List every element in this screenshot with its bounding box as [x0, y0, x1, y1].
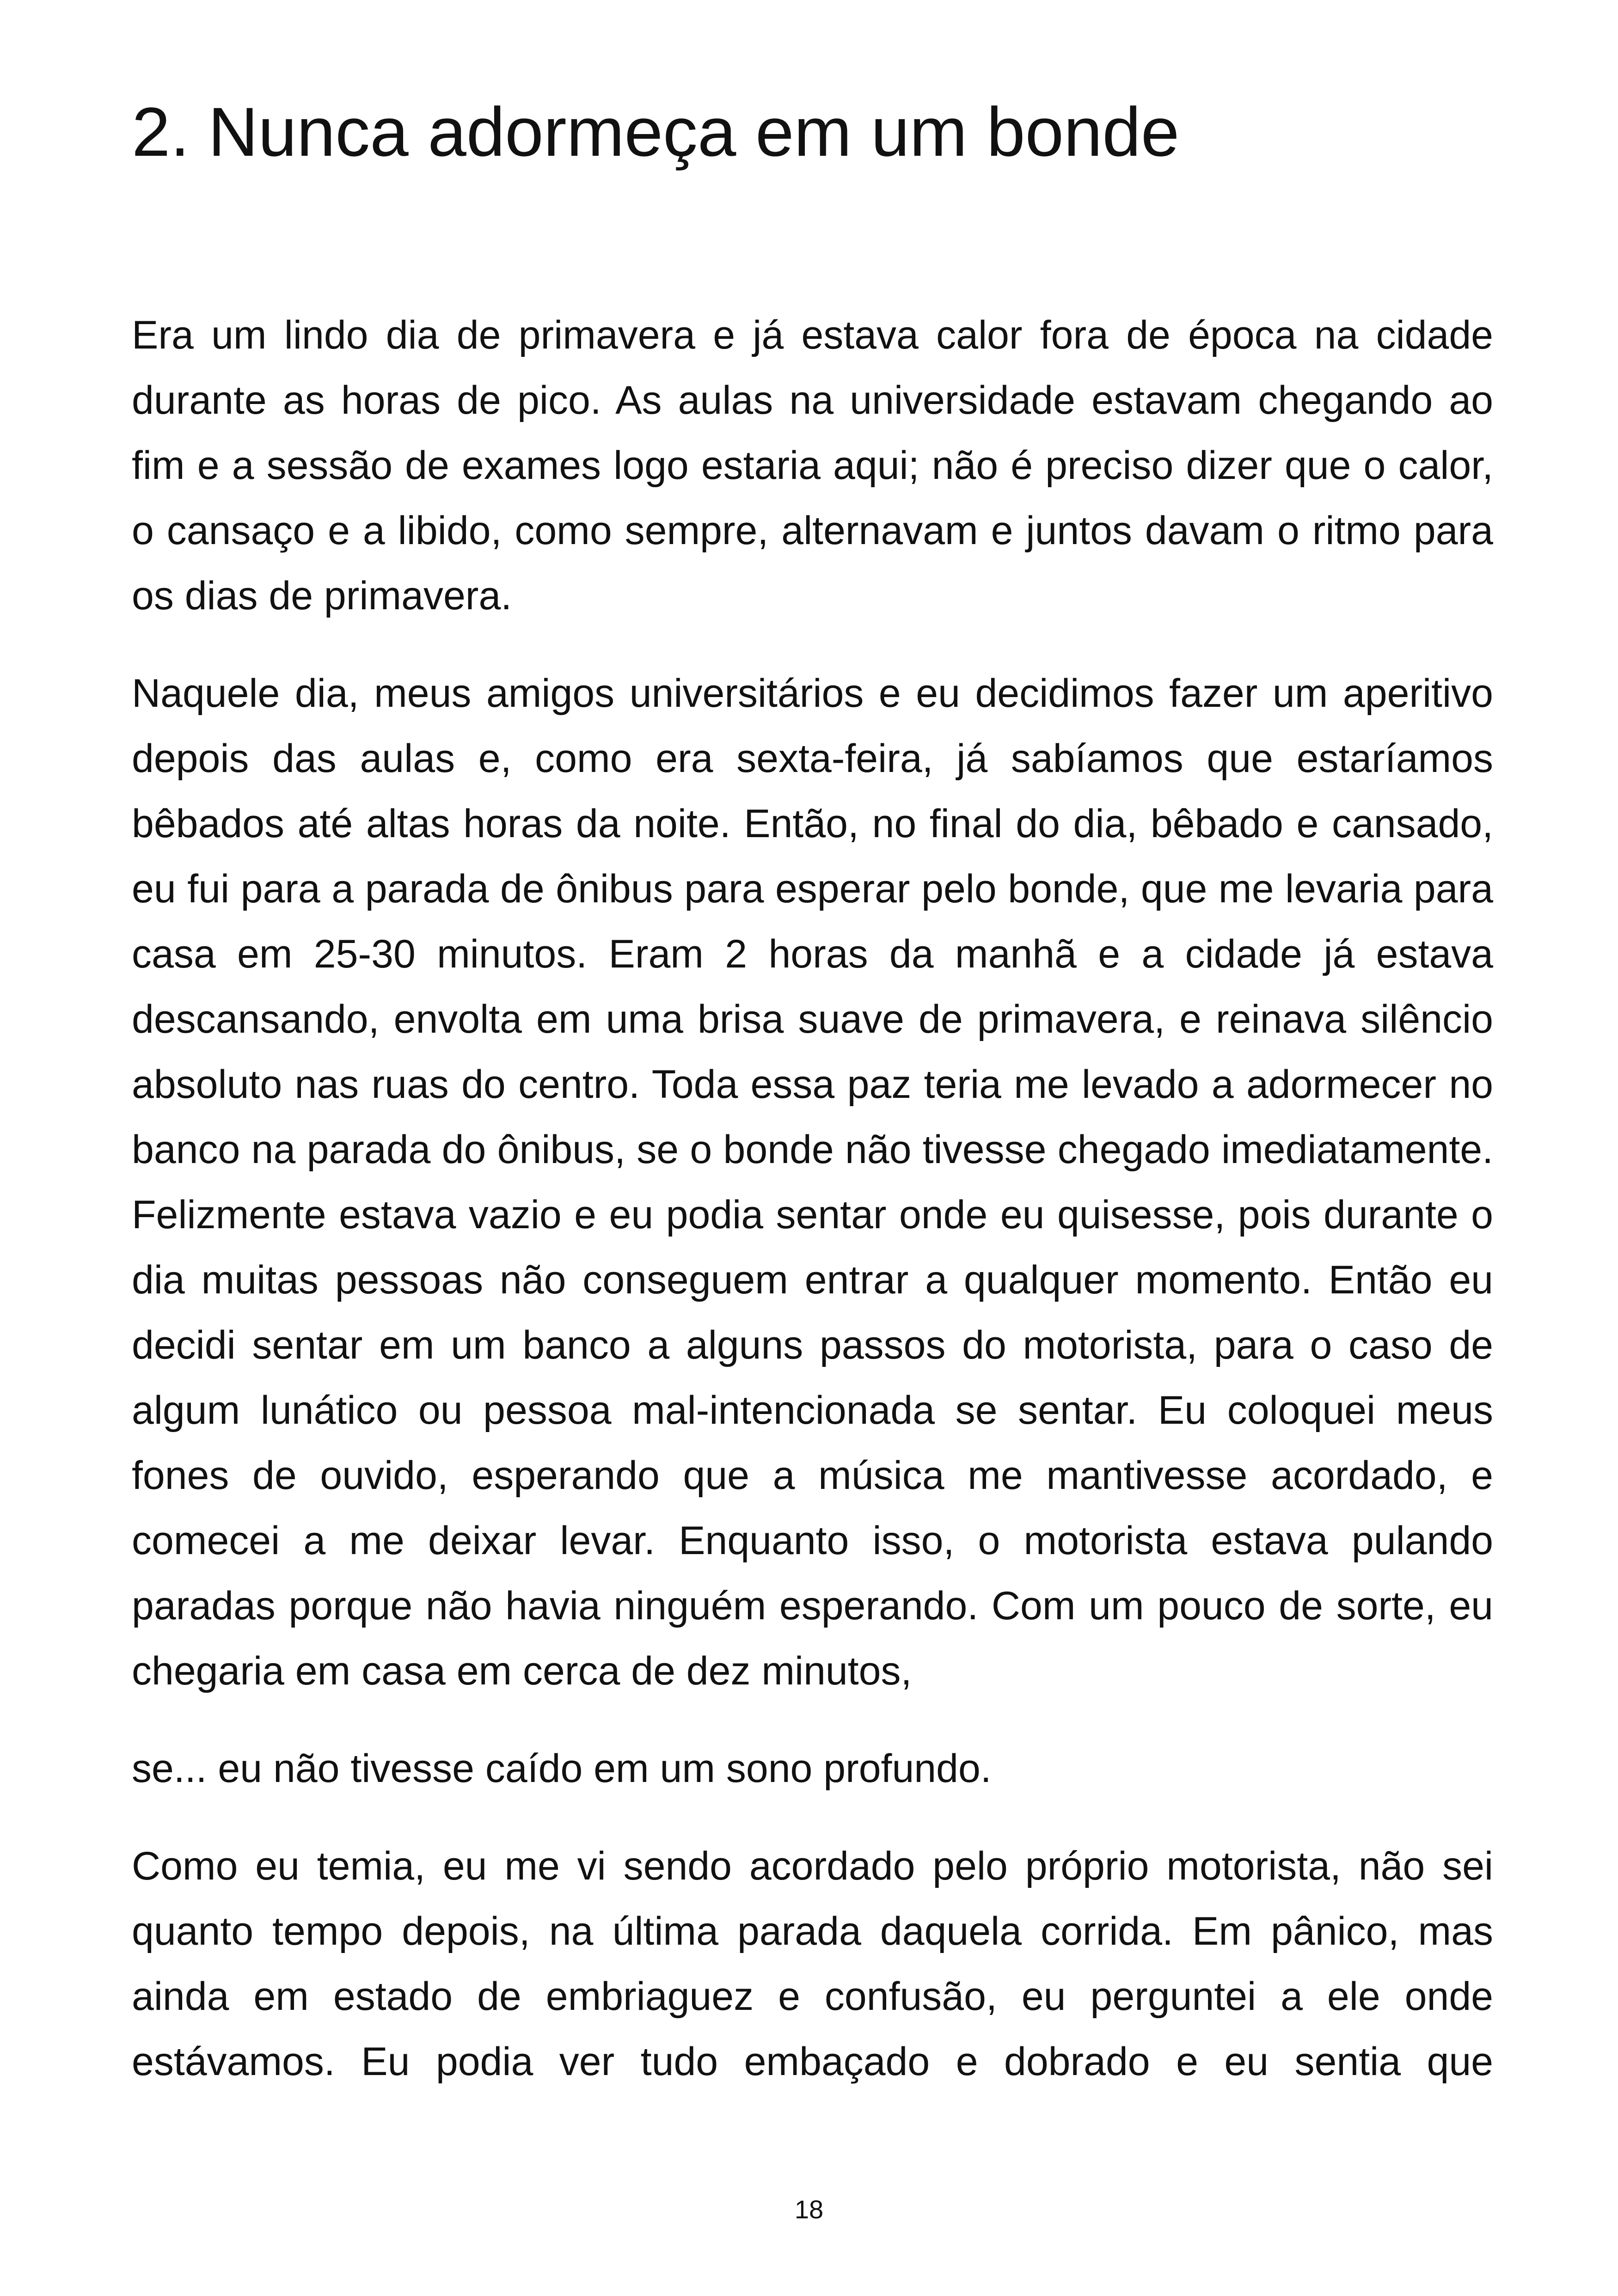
chapter-body — [132, 303, 1493, 2127]
paragraph: Era um lindo dia de primavera e já estava calor fora de época na cidade durante as horas de pico. As aulas na universidade estavam chegando ao fim e a sessão de exames logo estaria aqui; não é preciso dizer que o calor, o cansaço e a libido, como sempre, alternavam e juntos davam o ritmo para os dias de primavera. — [132, 313, 1493, 618]
paragraph: se... eu não tivesse caído em um sono profundo. — [132, 1746, 992, 1791]
chapter-heading — [132, 86, 1179, 178]
page-number: 18 — [794, 2195, 824, 2224]
chapter-number: 2. — [132, 93, 190, 171]
chapter-title: Nunca adormeça em um bonde — [208, 93, 1180, 171]
paragraph: Como eu temia, eu me vi sendo acordado pelo próprio motorista, não sei quanto tempo depois, na última parada daquela corrida. Em pânico, mas ainda em estado de embriaguez e confusão, eu perguntei a ele onde estávamos. Eu podia ver tudo embaçado e dobrado e eu sentia que — [132, 1844, 1493, 2084]
paragraph: Naquele dia, meus amigos universitários e eu decidimos fazer um aperitivo depois das aulas e, como era sexta-feira, já sabíamos que estaríamos bêbados até altas horas da noite. Então, no final do dia, bêbado e cansado, eu fui para a parada de ônibus para esperar pelo bonde, que me levaria para casa em 25-30 minutos. Eram 2 horas da manhã e a cidade já estava descansando, envolta em uma brisa suave de primavera, e reinava silêncio absoluto nas ruas do centro. Toda essa paz teria me levado a adormecer no banco na parada do ônibus, se o bonde não tivesse chegado imediatamente. Felizmente estava vazio e eu podia sentar onde eu quisesse, pois durante o dia muitas pessoas não conseguem entrar a qualquer momento. Então eu decidi sentar em um banco a alguns passos do motorista, para o caso de algum lunático ou pessoa mal-intencionada se sentar. Eu coloquei meus fones de ouvido, esperando que a música me mantivesse acordado, e comecei a me deixar levar. Enquanto isso, o motorista estava pulando paradas porque não havia ninguém esperando. Com um pouco de sorte, eu chegaria em casa em cerca de dez minutos, — [132, 671, 1493, 1693]
